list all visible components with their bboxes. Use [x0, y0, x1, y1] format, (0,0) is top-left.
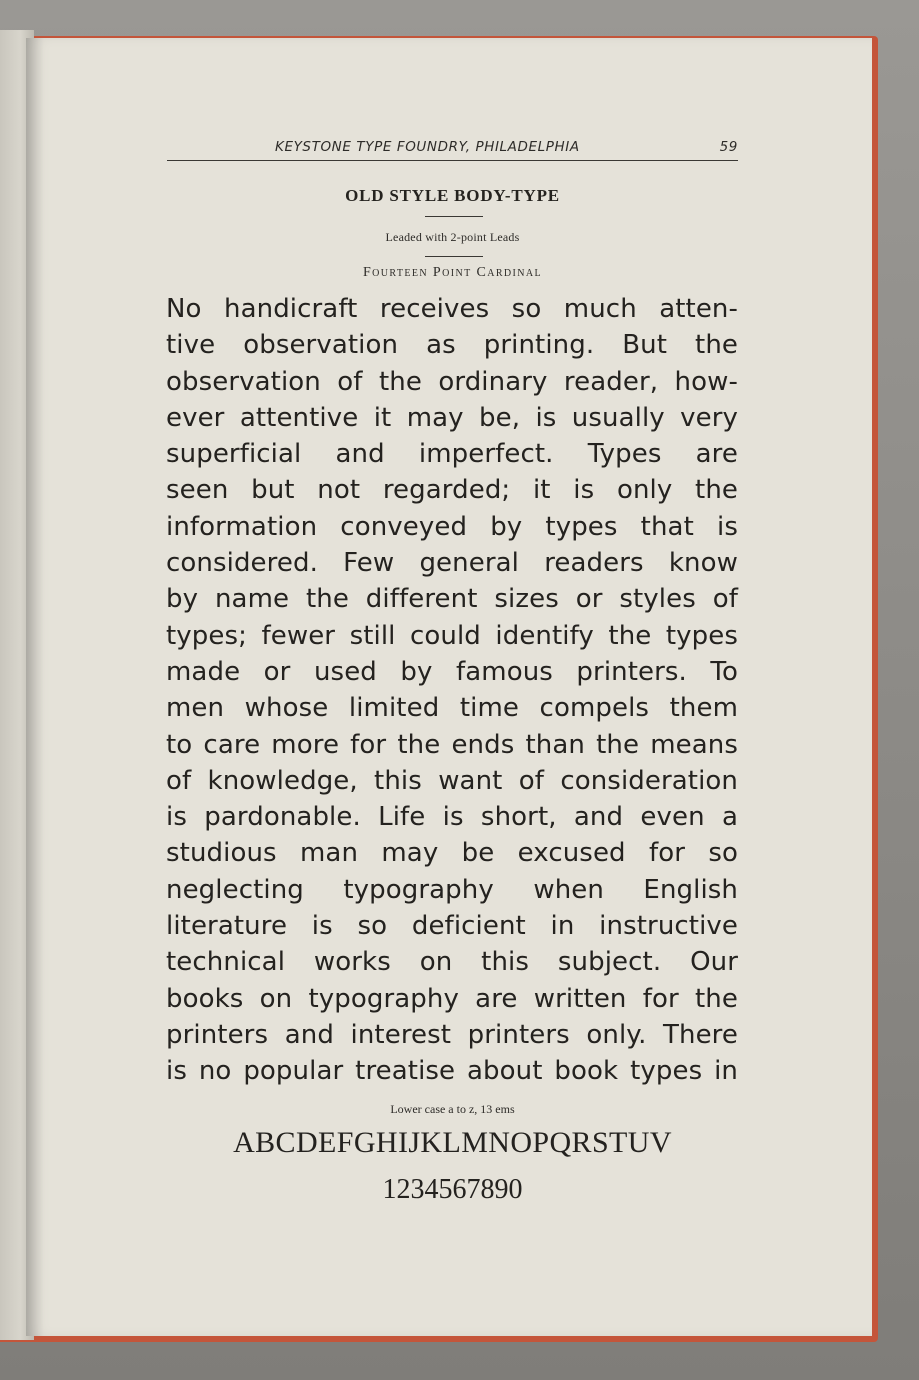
specimen-line: types; fewer still could identify the types	[166, 620, 738, 651]
specimen-line: ever attentive it may be, is usually very	[166, 402, 738, 433]
alphabet-specimen: ABCDEFGHIJKLMNOPQRSTUV	[233, 1126, 672, 1159]
specimen-line: to care more for the ends than the means	[166, 729, 738, 760]
page-number: 59	[719, 139, 738, 155]
gutter-shadow	[26, 38, 44, 1336]
specimen-line: neglecting typography when English	[166, 874, 738, 905]
specimen-line: printers and interest printers only. There	[166, 1019, 738, 1050]
specimen-line: technical works on this subject. Our	[166, 947, 738, 978]
specimen-line: observation of the ordinary reader, how-	[166, 366, 738, 397]
specimen-line: by name the different sizes or styles of	[166, 584, 738, 615]
specimen-line: is pardonable. Life is short, and even a	[166, 802, 738, 833]
specimen-line: men whose limited time compels them	[166, 693, 738, 724]
type-size-name: Fourteen Point Cardinal	[362, 265, 543, 280]
figures-specimen: 1234567890	[382, 1174, 523, 1205]
specimen-line: considered. Few general readers know	[166, 548, 738, 579]
specimen-line: of knowledge, this want of consideration	[166, 765, 738, 796]
specimen-line: superficial and imperfect. Types are	[166, 439, 738, 470]
section-title: OLD STYLE BODY-TYPE	[345, 186, 560, 205]
specimen-line: information conveyed by types that is	[166, 511, 738, 542]
specimen-line: literature is so deficient in instructive	[166, 911, 738, 942]
specimen-line: studious man may be excused for so	[166, 838, 738, 869]
title-rule	[425, 216, 483, 217]
running-head	[167, 138, 738, 161]
specimen-line: is no popular treatise about book types in	[166, 1056, 738, 1087]
specimen-line: made or used by famous printers. To	[166, 656, 738, 687]
specimen-line: tive observation as printing. But the	[166, 330, 738, 361]
specimen-caption: Lower case a to z, 13 ems	[390, 1102, 515, 1116]
specimen-line: No handicraft receives so much atten-	[166, 294, 738, 324]
foundry-name: KEYSTONE TYPE FOUNDRY, PHILADELPHIA	[275, 139, 580, 155]
specimen-line: seen but not regarded; it is only the	[166, 475, 738, 506]
note-rule	[425, 256, 483, 257]
specimen-line: books on typography are written for the	[166, 983, 738, 1014]
leading-note: Leaded with 2-point Leads	[385, 230, 520, 244]
specimen-text-block	[166, 291, 738, 1090]
